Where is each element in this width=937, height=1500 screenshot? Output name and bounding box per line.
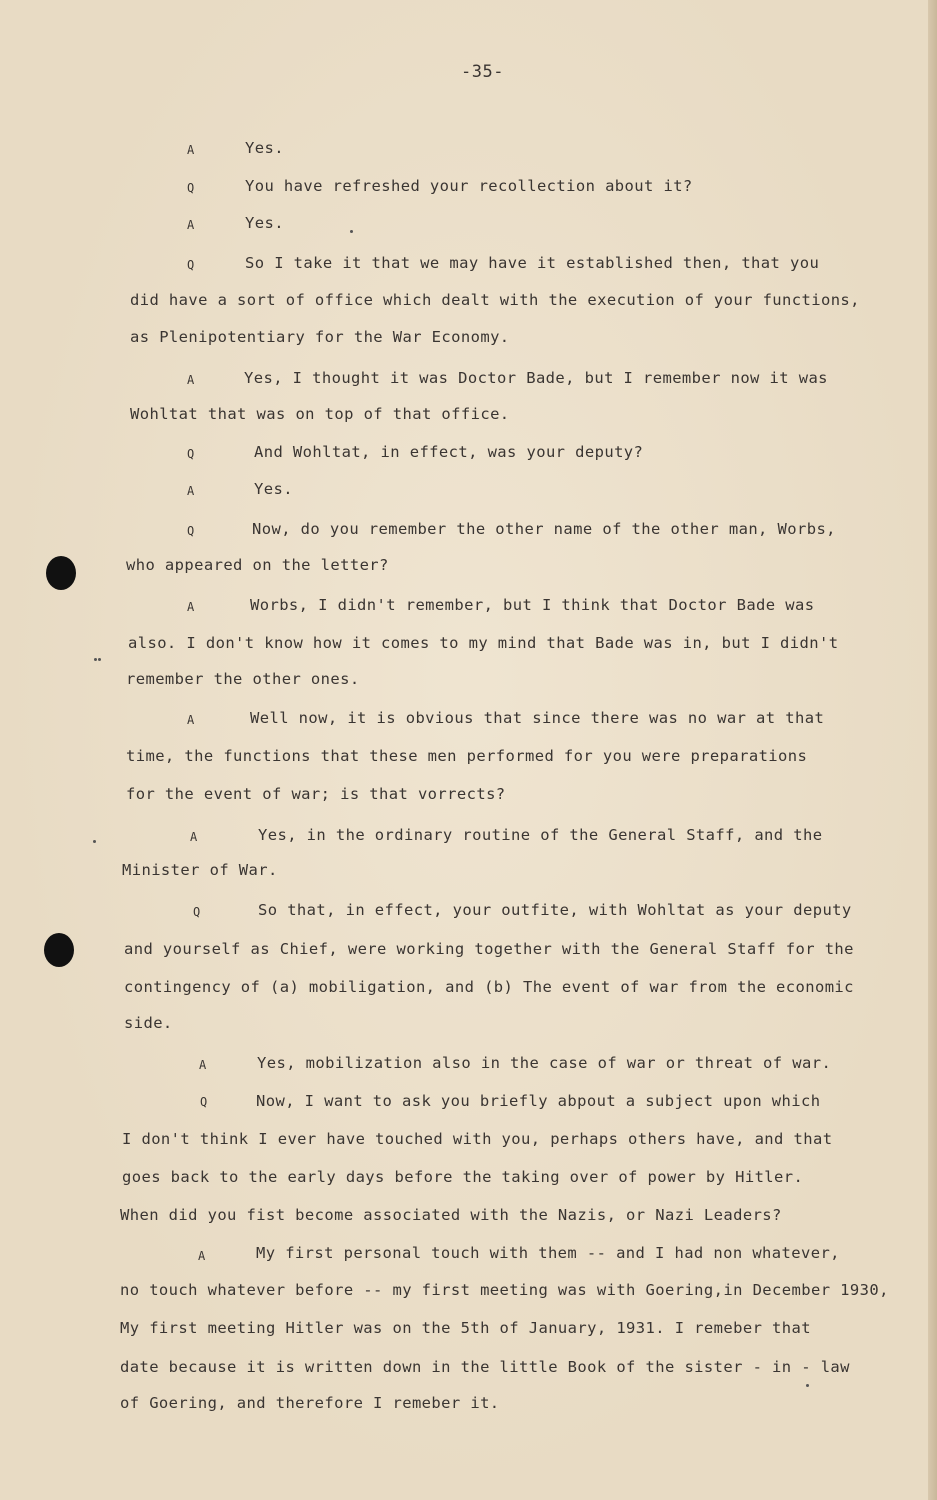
transcript-line: So I take it that we may have it established then, that you — [245, 254, 820, 272]
page-number: -35- — [461, 62, 504, 82]
transcript-line: Yes, mobilization also in the case of war or threat of war. — [257, 1054, 832, 1072]
speaker-marker: Q — [187, 258, 195, 272]
transcript-line: When did you fist become associated with the Nazis, or Nazi Leaders? — [120, 1206, 782, 1224]
transcript-line: Yes. — [254, 480, 293, 498]
speaker-marker: Q — [200, 1095, 208, 1109]
transcript-line: date because it is written down in the little Book of the sister - in - law — [120, 1358, 850, 1376]
transcript-line: Yes, in the ordinary routine of the General Staff, and the — [258, 826, 823, 844]
transcript-line: My first meeting Hitler was on the 5th of January, 1931. I remeber that — [120, 1319, 811, 1337]
transcript-line: also. I don't know how it comes to my mind that Bade was in, but I didn't — [128, 634, 839, 652]
transcript-line: and yourself as Chief, were working together with the General Staff for the — [124, 940, 854, 958]
transcript-line: time, the functions that these men performed for you were preparations — [126, 747, 808, 765]
transcript-line: side. — [124, 1014, 173, 1032]
transcript-line: who appeared on the letter? — [126, 556, 389, 574]
speaker-marker: Q — [187, 447, 195, 461]
punch-hole — [46, 556, 76, 590]
speaker-marker: A — [187, 713, 195, 727]
speaker-marker: Q — [187, 524, 195, 538]
speaker-marker: A — [187, 373, 195, 387]
paper-speck — [350, 230, 353, 233]
punch-hole — [44, 933, 74, 967]
speaker-marker: Q — [193, 905, 201, 919]
transcript-line: Yes. — [245, 214, 284, 232]
transcript-line: Yes, I thought it was Doctor Bade, but I remember now it was — [244, 369, 828, 387]
transcript-line: Now, do you remember the other name of the other man, Worbs, — [252, 520, 836, 538]
transcript-line: Now, I want to ask you briefly abpout a subject upon which — [256, 1092, 821, 1110]
transcript-line: for the event of war; is that vorrects? — [126, 785, 506, 803]
transcript-line: And Wohltat, in effect, was your deputy? — [254, 443, 644, 461]
speaker-marker: A — [187, 484, 195, 498]
speaker-marker: A — [198, 1249, 206, 1263]
transcript-line: So that, in effect, your outfite, with Wohltat as your deputy — [258, 901, 852, 919]
transcript-line: no touch whatever before -- my first meeting was with Goering,in December 1930, — [120, 1281, 889, 1299]
transcript-line: remember the other ones. — [126, 670, 360, 688]
transcript-line: goes back to the early days before the taking over of power by Hitler. — [122, 1168, 804, 1186]
transcript-line: My first personal touch with them -- and I had non whatever, — [256, 1244, 840, 1262]
transcript-line: Worbs, I didn't remember, but I think that Doctor Bade was — [250, 596, 815, 614]
paper-speck — [93, 840, 96, 843]
paper-speck — [806, 1384, 809, 1387]
transcript-line: You have refreshed your recollection about it? — [245, 177, 693, 195]
speaker-marker: A — [187, 600, 195, 614]
speaker-marker: A — [187, 143, 195, 157]
page-edge — [928, 0, 937, 1500]
speaker-marker: A — [187, 218, 195, 232]
transcript-line: contingency of (a) mobiligation, and (b) The event of war from the economic — [124, 978, 854, 996]
paper-speck — [98, 658, 101, 661]
transcript-line: I don't think I ever have touched with you, perhaps others have, and that — [122, 1130, 833, 1148]
speaker-marker: Q — [187, 181, 195, 195]
speaker-marker: A — [190, 830, 198, 844]
transcript-line: Well now, it is obvious that since there was no war at that — [250, 709, 825, 727]
transcript-line: Minister of War. — [122, 861, 278, 879]
transcript-line: did have a sort of office which dealt with the execution of your functions, — [130, 291, 860, 309]
paper-speck — [94, 658, 97, 661]
speaker-marker: A — [199, 1058, 207, 1072]
transcript-line: Wohltat that was on top of that office. — [130, 405, 510, 423]
transcript-line: of Goering, and therefore I remeber it. — [120, 1394, 500, 1412]
transcript-line: Yes. — [245, 139, 284, 157]
transcript-line: as Plenipotentiary for the War Economy. — [130, 328, 510, 346]
